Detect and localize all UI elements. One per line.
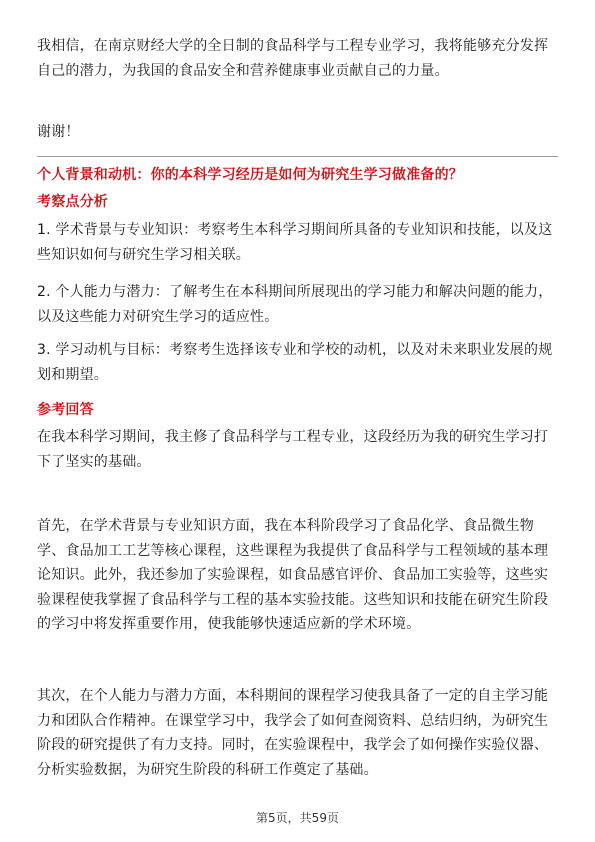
intro-paragraph: 我相信，在南京财经大学的全日制的食品科学与工程专业学习，我将能够充分发挥自己的潜力，为我国的食品安全和营养健康事业贡献自己的力量。 <box>37 38 549 79</box>
analysis-point-1: 1. 学术背景与专业知识：考察考生本科学习期间所具备的专业知识和技能，以及这些知识如何与研究生学习相关联。 <box>37 222 553 263</box>
analysis-heading: 考察点分析 <box>37 194 108 210</box>
answer-paragraph-1: 在我本科学习期间，我主修了食品科学与工程专业，这段经历为我的研究生学习打下了坚实的基础。 <box>37 429 549 470</box>
page-number: 第5页，共59页 <box>256 811 339 825</box>
answer-paragraph-3: 其次，在个人能力与潜力方面，本科期间的课程学习使我具备了一定的自主学习能力和团队合作精神。在课堂学习中，我学会了如何查阅资料、总结归纳，为研究生阶段的研究提供了有力支持。同时，在实验课程中，我学会了如何操作实验仪器、分析实验数据，为研究生阶段的科研工作奠定了基础。 <box>37 688 549 778</box>
question-title: 个人背景和动机：你的本科学习经历是如何为研究生学习做准备的？ <box>37 167 463 183</box>
thanks-text: 谢谢！ <box>37 124 80 140</box>
answer-heading: 参考回答 <box>37 402 94 418</box>
answer-paragraph-2: 首先，在学术背景与专业知识方面，我在本科阶段学习了食品化学、食品微生物学、食品加工工艺等核心课程，这些课程为我提供了食品科学与工程领域的基本理论知识。此外，我还参加了实验课程，如食品感官评价、食品加工实验等，这些实验课程使我掌握了食品科学与工程的基本实验技能。这些知识和技能在研究生阶段的学习中将发挥重要作用，使我能够快速适应新的学术环境。 <box>37 518 549 632</box>
section-divider <box>37 156 558 157</box>
analysis-point-2: 2. 个人能力与潜力：了解考生在本科期间所展现出的学习能力和解决问题的能力，以及这些能力对研究生学习的适应性。 <box>37 284 553 325</box>
analysis-point-3: 3. 学习动机与目标：考察考生选择该专业和学校的动机，以及对未来职业发展的规划和期望。 <box>37 342 553 383</box>
